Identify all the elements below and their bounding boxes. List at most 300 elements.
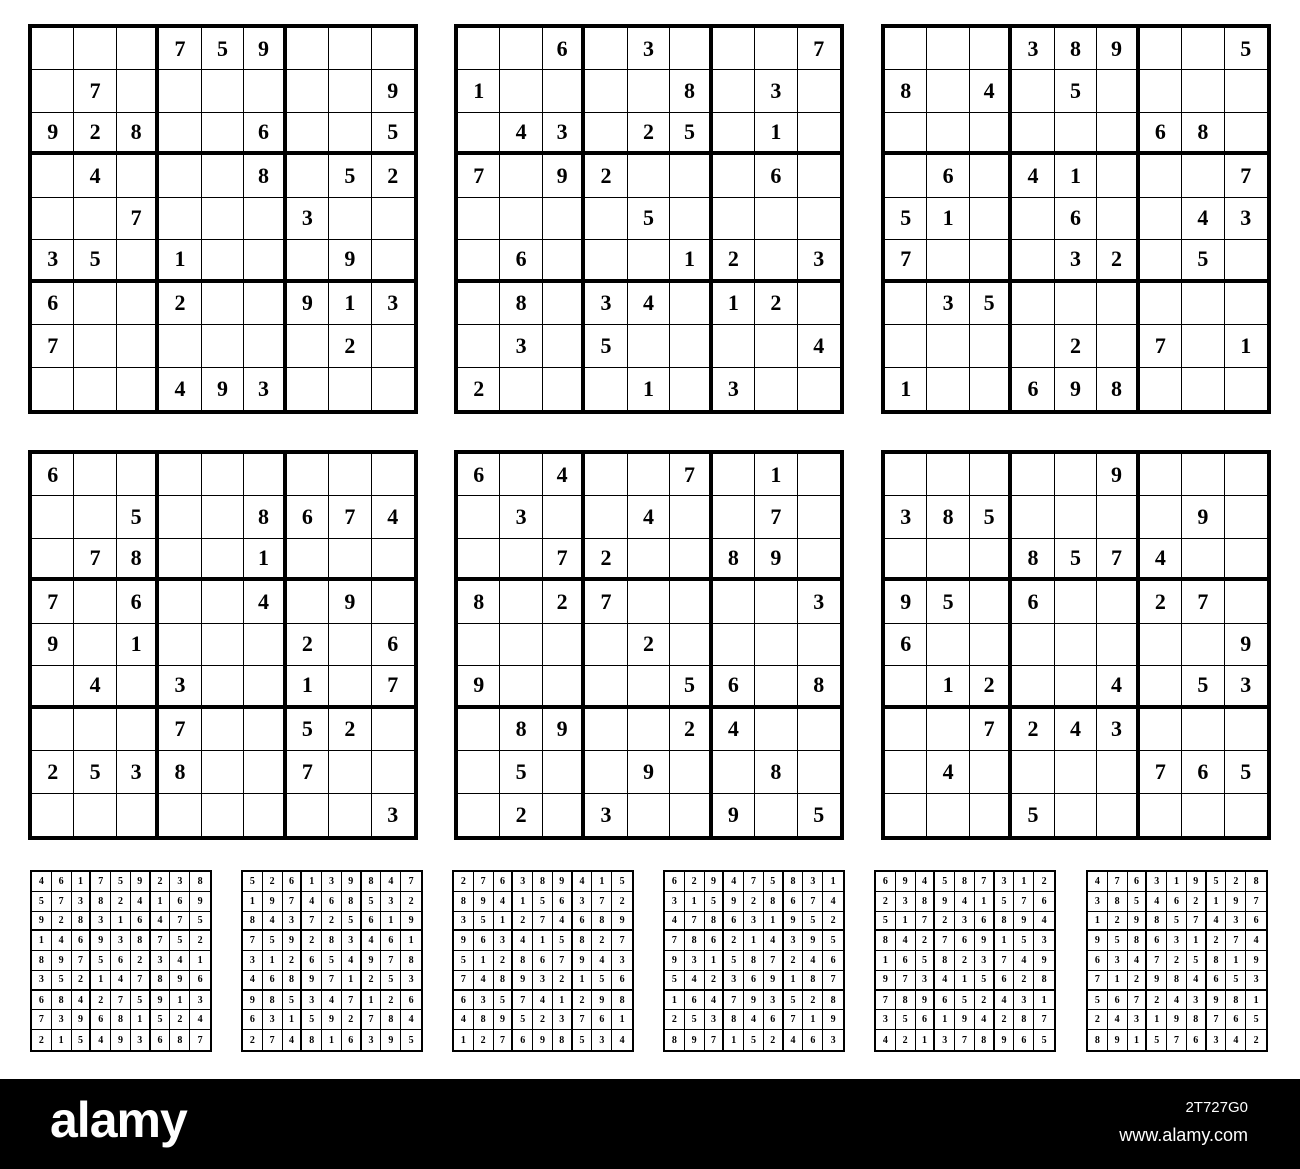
solution-cell: 7	[995, 951, 1015, 971]
puzzle-cell: 3	[713, 368, 755, 410]
solution-cell: 3	[170, 872, 190, 892]
solution-cell: 7	[342, 991, 362, 1011]
solution-cell: 3	[381, 892, 401, 912]
solution-cell: 1	[685, 892, 705, 912]
solution-cell: 3	[1167, 931, 1187, 951]
solution-cell: 3	[302, 991, 322, 1011]
solution-cell: 5	[705, 892, 725, 912]
solution-cell: 7	[32, 1010, 52, 1030]
puzzle-cell: 6	[713, 666, 755, 708]
solution-cell: 3	[72, 892, 92, 912]
solution-cell: 2	[302, 931, 322, 951]
puzzle-cell	[32, 539, 74, 581]
puzzle-cell: 3	[287, 198, 329, 240]
solution-cell: 6	[1167, 892, 1187, 912]
puzzle-cell: 9	[713, 794, 755, 836]
solution-cell: 6	[322, 892, 342, 912]
solution-cell: 5	[243, 872, 263, 892]
solution-cell: 4	[170, 951, 190, 971]
solution-cell: 3	[975, 951, 995, 971]
solution-cell: 1	[1246, 991, 1266, 1011]
sudoku-puzzle-5	[454, 450, 844, 840]
solution-cell: 8	[553, 1030, 573, 1050]
puzzle-cell: 8	[500, 283, 542, 325]
puzzle-cell	[885, 283, 927, 325]
image-id: 2T727G0	[1185, 1099, 1248, 1116]
solution-cell: 7	[454, 971, 474, 991]
puzzle-cell	[244, 751, 286, 793]
puzzle-cell	[927, 240, 969, 282]
puzzle-cell: 5	[74, 240, 116, 282]
solution-cell: 7	[401, 872, 421, 892]
puzzle-cell	[117, 28, 159, 70]
puzzle-cell	[1012, 666, 1054, 708]
puzzle-cell	[372, 539, 414, 581]
solution-cell: 1	[955, 971, 975, 991]
puzzle-cell: 2	[585, 155, 627, 197]
puzzle-cell	[1055, 454, 1097, 496]
puzzle-cell: 1	[117, 624, 159, 666]
solution-cell: 6	[1147, 931, 1167, 951]
puzzle-cell: 4	[159, 368, 201, 410]
puzzle-cell: 9	[885, 581, 927, 623]
solution-cell: 5	[685, 1010, 705, 1030]
puzzle-cell	[628, 709, 670, 751]
solution-cell: 6	[533, 951, 553, 971]
puzzle-cell	[1140, 624, 1182, 666]
solution-cell: 6	[1088, 951, 1108, 971]
puzzle-cell	[713, 496, 755, 538]
solution-cell: 5	[111, 872, 131, 892]
solution-cell: 8	[705, 912, 725, 932]
solution-cell: 7	[1246, 892, 1266, 912]
puzzle-cell	[1012, 113, 1054, 155]
solution-cell: 5	[494, 991, 514, 1011]
puzzle-cell	[585, 240, 627, 282]
solution-cell: 7	[803, 892, 823, 912]
solution-cell: 2	[724, 931, 744, 951]
puzzle-cell	[500, 70, 542, 112]
puzzle-cell	[628, 70, 670, 112]
puzzle-cell	[1140, 454, 1182, 496]
solution-cell: 7	[243, 931, 263, 951]
sudoku-solution-3	[452, 870, 634, 1052]
puzzle-cell	[1140, 155, 1182, 197]
puzzle-cell	[970, 368, 1012, 410]
puzzle-cell: 5	[372, 113, 414, 155]
puzzle-cell	[500, 666, 542, 708]
solution-cell: 6	[1034, 892, 1054, 912]
solution-cell: 2	[190, 931, 210, 951]
solution-cell: 4	[1226, 1030, 1246, 1050]
puzzle-cell	[202, 496, 244, 538]
solution-cell: 6	[32, 991, 52, 1011]
puzzle-cell: 8	[1182, 113, 1224, 155]
solution-cell: 8	[916, 892, 936, 912]
solution-cell: 3	[533, 971, 553, 991]
puzzle-cell: 1	[670, 240, 712, 282]
puzzle-cell	[670, 794, 712, 836]
puzzle-cell	[287, 581, 329, 623]
site-url: www.alamy.com	[1119, 1125, 1248, 1145]
puzzle-cell	[755, 198, 797, 240]
puzzle-cell	[244, 198, 286, 240]
solution-cell: 6	[454, 991, 474, 1011]
solution-cell: 6	[612, 971, 632, 991]
solution-cell: 6	[705, 931, 725, 951]
puzzle-cell	[244, 709, 286, 751]
solution-cell: 3	[573, 892, 593, 912]
puzzle-cell	[1182, 454, 1224, 496]
puzzle-cell	[628, 325, 670, 367]
solution-cell: 1	[612, 1010, 632, 1030]
solution-cell: 6	[513, 1030, 533, 1050]
puzzle-cell	[628, 240, 670, 282]
solution-cell: 2	[243, 1030, 263, 1050]
solution-cell: 1	[803, 1010, 823, 1030]
puzzle-cell	[927, 709, 969, 751]
solution-cell: 4	[1088, 872, 1108, 892]
puzzle-cell	[885, 28, 927, 70]
puzzle-cell	[458, 751, 500, 793]
puzzle-cell	[885, 325, 927, 367]
solution-cell: 3	[995, 872, 1015, 892]
puzzle-cell	[202, 113, 244, 155]
puzzle-cell	[1140, 70, 1182, 112]
solution-cell: 3	[1246, 971, 1266, 991]
puzzle-cell: 3	[628, 28, 670, 70]
puzzle-cell	[74, 496, 116, 538]
puzzle-cell: 4	[372, 496, 414, 538]
puzzle-cell: 8	[500, 709, 542, 751]
solution-cell: 3	[612, 951, 632, 971]
solution-cell: 8	[533, 872, 553, 892]
solution-cell: 7	[322, 971, 342, 991]
solution-cell: 1	[995, 931, 1015, 951]
puzzle-cell	[458, 325, 500, 367]
solution-cell: 7	[52, 892, 72, 912]
puzzle-cell	[1140, 368, 1182, 410]
puzzle-cell	[1097, 198, 1139, 240]
puzzle-cell	[74, 454, 116, 496]
solution-cell: 4	[263, 912, 283, 932]
puzzle-cell	[1140, 794, 1182, 836]
puzzle-cell: 5	[287, 709, 329, 751]
solution-cell: 7	[494, 1030, 514, 1050]
solution-cell: 5	[916, 951, 936, 971]
puzzle-cell: 9	[1055, 368, 1097, 410]
solution-cell: 2	[823, 912, 843, 932]
puzzle-cell	[713, 155, 755, 197]
puzzle-cell	[585, 496, 627, 538]
solution-cell: 1	[342, 971, 362, 991]
puzzle-cell	[244, 325, 286, 367]
solution-cell: 2	[1207, 931, 1227, 951]
puzzle-cell: 2	[1055, 325, 1097, 367]
solution-cell: 4	[1034, 912, 1054, 932]
solution-cell: 1	[401, 931, 421, 951]
puzzle-cell: 8	[1055, 28, 1097, 70]
solution-cell: 4	[619, 1034, 625, 1046]
solution-cell: 9	[1167, 1010, 1187, 1030]
solution-cell: 2	[454, 872, 474, 892]
solution-cell: 3	[151, 951, 171, 971]
puzzle-cell	[244, 70, 286, 112]
solution-cell: 7	[72, 951, 92, 971]
puzzle-cell	[1055, 751, 1097, 793]
puzzle-cell: 6	[755, 155, 797, 197]
puzzle-cell	[329, 751, 371, 793]
puzzle-cell	[500, 155, 542, 197]
puzzle-cell: 6	[885, 624, 927, 666]
solution-cell: 9	[454, 931, 474, 951]
solution-cell: 4	[32, 872, 52, 892]
puzzle-cell: 1	[1055, 155, 1097, 197]
puzzle-cell: 4	[1097, 666, 1139, 708]
puzzle-cell	[885, 794, 927, 836]
solution-cell: 7	[131, 971, 151, 991]
solution-cell: 6	[935, 991, 955, 1011]
puzzle-cell: 5	[1055, 539, 1097, 581]
puzzle-cell	[1140, 198, 1182, 240]
solution-cell: 6	[573, 912, 593, 932]
puzzle-cell	[713, 624, 755, 666]
puzzle-cell	[202, 198, 244, 240]
puzzle-cell	[159, 155, 201, 197]
puzzle-cell: 5	[1182, 240, 1224, 282]
solution-cell: 5	[896, 1010, 916, 1030]
puzzle-cell	[543, 666, 585, 708]
solution-cell: 4	[665, 912, 685, 932]
puzzle-cell: 4	[74, 666, 116, 708]
solution-cell: 5	[91, 951, 111, 971]
solution-cell: 3	[553, 1010, 573, 1030]
solution-cell: 5	[362, 892, 382, 912]
puzzle-cell: 2	[458, 368, 500, 410]
solution-cell: 2	[170, 1010, 190, 1030]
puzzle-cell: 4	[798, 325, 840, 367]
solution-cell: 9	[995, 1030, 1015, 1050]
puzzle-cell	[543, 240, 585, 282]
solution-cell: 7	[170, 912, 190, 932]
solution-cell: 6	[72, 931, 92, 951]
puzzle-cell	[755, 666, 797, 708]
puzzle-cell	[117, 454, 159, 496]
solution-cell: 8	[784, 872, 804, 892]
solution-cell: 2	[876, 892, 896, 912]
solution-cell: 6	[724, 912, 744, 932]
puzzle-cell: 2	[1140, 581, 1182, 623]
solution-cell: 8	[401, 951, 421, 971]
solution-cell: 4	[995, 991, 1015, 1011]
solution-cell: 4	[322, 991, 342, 1011]
puzzle-cell: 8	[713, 539, 755, 581]
solution-cell: 8	[32, 951, 52, 971]
puzzle-cell	[970, 454, 1012, 496]
puzzle-cell	[159, 624, 201, 666]
solution-cell: 6	[190, 971, 210, 991]
solution-cell: 6	[975, 912, 995, 932]
puzzle-cell	[74, 709, 116, 751]
puzzle-cell	[458, 624, 500, 666]
puzzle-cell: 5	[500, 751, 542, 793]
solution-cell: 3	[52, 1010, 72, 1030]
puzzle-cell	[1140, 240, 1182, 282]
solution-cell: 9	[170, 971, 190, 991]
puzzle-cell	[329, 454, 371, 496]
solution-cell: 8	[935, 951, 955, 971]
solution-cell: 1	[243, 892, 263, 912]
puzzle-cell	[32, 496, 74, 538]
puzzle-cell: 4	[1182, 198, 1224, 240]
solution-cell: 4	[52, 931, 72, 951]
puzzle-cell	[713, 751, 755, 793]
puzzle-cell	[329, 198, 371, 240]
puzzle-cell: 3	[543, 113, 585, 155]
solution-cell: 6	[955, 931, 975, 951]
puzzle-cell	[1012, 751, 1054, 793]
puzzle-cell: 6	[500, 240, 542, 282]
puzzle-cell	[117, 325, 159, 367]
solution-cell: 5	[302, 1010, 322, 1030]
puzzle-cell: 5	[202, 28, 244, 70]
solution-cell: 4	[401, 1010, 421, 1030]
puzzle-cell	[159, 113, 201, 155]
solution-cell: 5	[1167, 912, 1187, 932]
puzzle-cell	[74, 283, 116, 325]
puzzle-cell: 4	[970, 70, 1012, 112]
solution-cell: 9	[592, 991, 612, 1011]
puzzle-cell	[202, 240, 244, 282]
solution-cell: 6	[685, 991, 705, 1011]
puzzle-cell	[372, 325, 414, 367]
puzzle-cell	[1182, 28, 1224, 70]
solution-cell: 9	[342, 872, 362, 892]
puzzle-cell: 3	[755, 70, 797, 112]
puzzle-cell: 9	[1097, 28, 1139, 70]
solution-cell: 5	[1147, 1030, 1167, 1050]
puzzle-cell: 2	[670, 709, 712, 751]
solution-cell: 8	[876, 931, 896, 951]
puzzle-cell	[202, 751, 244, 793]
puzzle-cell	[970, 198, 1012, 240]
puzzle-cell: 7	[74, 70, 116, 112]
puzzle-cell	[755, 325, 797, 367]
puzzle-cell: 2	[1012, 709, 1054, 751]
solution-cell: 3	[764, 991, 784, 1011]
solution-cell: 9	[705, 872, 725, 892]
solution-cell: 7	[896, 971, 916, 991]
solution-cell: 7	[1128, 991, 1148, 1011]
solution-cell: 5	[592, 971, 612, 991]
solution-cell: 6	[995, 971, 1015, 991]
puzzle-cell: 3	[798, 581, 840, 623]
puzzle-cell: 5	[74, 751, 116, 793]
solution-cell: 4	[724, 872, 744, 892]
solution-cell: 8	[381, 1010, 401, 1030]
solution-cell: 5	[744, 1030, 764, 1050]
sudoku-puzzle-6	[881, 450, 1271, 840]
puzzle-cell: 9	[32, 624, 74, 666]
solution-cell: 5	[612, 872, 632, 892]
puzzle-cell	[287, 454, 329, 496]
puzzle-cell	[798, 368, 840, 410]
solution-cell: 1	[190, 951, 210, 971]
solution-cell: 8	[764, 892, 784, 912]
puzzle-cell: 7	[117, 198, 159, 240]
solution-cell: 8	[995, 912, 1015, 932]
solution-cell: 4	[975, 1010, 995, 1030]
puzzle-cell: 1	[927, 198, 969, 240]
solution-cell: 2	[151, 872, 171, 892]
solution-cell: 8	[243, 912, 263, 932]
solution-cell: 8	[1207, 951, 1227, 971]
solution-cell: 2	[283, 951, 303, 971]
solution-cell: 2	[553, 971, 573, 991]
solution-cell: 5	[803, 912, 823, 932]
puzzle-cell	[970, 113, 1012, 155]
solution-cell: 2	[784, 951, 804, 971]
solution-cell: 4	[896, 931, 916, 951]
solution-cell: 9	[1128, 912, 1148, 932]
puzzle-cell: 9	[372, 70, 414, 112]
puzzle-cell	[585, 454, 627, 496]
puzzle-cell	[1182, 624, 1224, 666]
puzzle-cell	[585, 368, 627, 410]
solution-cell: 9	[665, 951, 685, 971]
puzzle-cell: 1	[244, 539, 286, 581]
solution-cell: 2	[916, 931, 936, 951]
puzzle-cell	[74, 325, 116, 367]
solution-cell: 3	[876, 1010, 896, 1030]
puzzle-cell	[1097, 581, 1139, 623]
solution-cell: 9	[32, 912, 52, 932]
puzzle-cell: 3	[585, 794, 627, 836]
solution-cell: 2	[131, 951, 151, 971]
puzzle-cell	[970, 624, 1012, 666]
solution-cell: 4	[705, 991, 725, 1011]
solution-cell: 6	[111, 951, 131, 971]
solution-cell: 3	[111, 931, 131, 951]
solution-cell: 9	[553, 872, 573, 892]
solution-cell: 6	[362, 912, 382, 932]
puzzle-cell: 4	[74, 155, 116, 197]
puzzle-cell: 7	[159, 28, 201, 70]
solution-cell: 5	[263, 931, 283, 951]
solution-cell: 3	[401, 971, 421, 991]
puzzle-cell	[713, 70, 755, 112]
puzzle-cell: 3	[500, 496, 542, 538]
puzzle-cell	[927, 28, 969, 70]
solution-cell: 6	[52, 872, 72, 892]
puzzle-cell	[1097, 496, 1139, 538]
puzzle-cell: 1	[885, 368, 927, 410]
solution-cell: 4	[72, 991, 92, 1011]
solution-cell: 2	[52, 912, 72, 932]
puzzle-cell	[885, 709, 927, 751]
puzzle-cell	[1055, 581, 1097, 623]
solution-cell: 8	[111, 1010, 131, 1030]
solution-cell: 5	[170, 931, 190, 951]
solution-cell: 6	[131, 912, 151, 932]
solution-cell: 1	[724, 1030, 744, 1050]
puzzle-cell: 5	[1012, 794, 1054, 836]
puzzle-cell: 3	[500, 325, 542, 367]
solution-cell: 3	[830, 1034, 836, 1046]
puzzle-cell	[585, 113, 627, 155]
puzzle-cell: 6	[244, 113, 286, 155]
solution-cell: 5	[342, 912, 362, 932]
